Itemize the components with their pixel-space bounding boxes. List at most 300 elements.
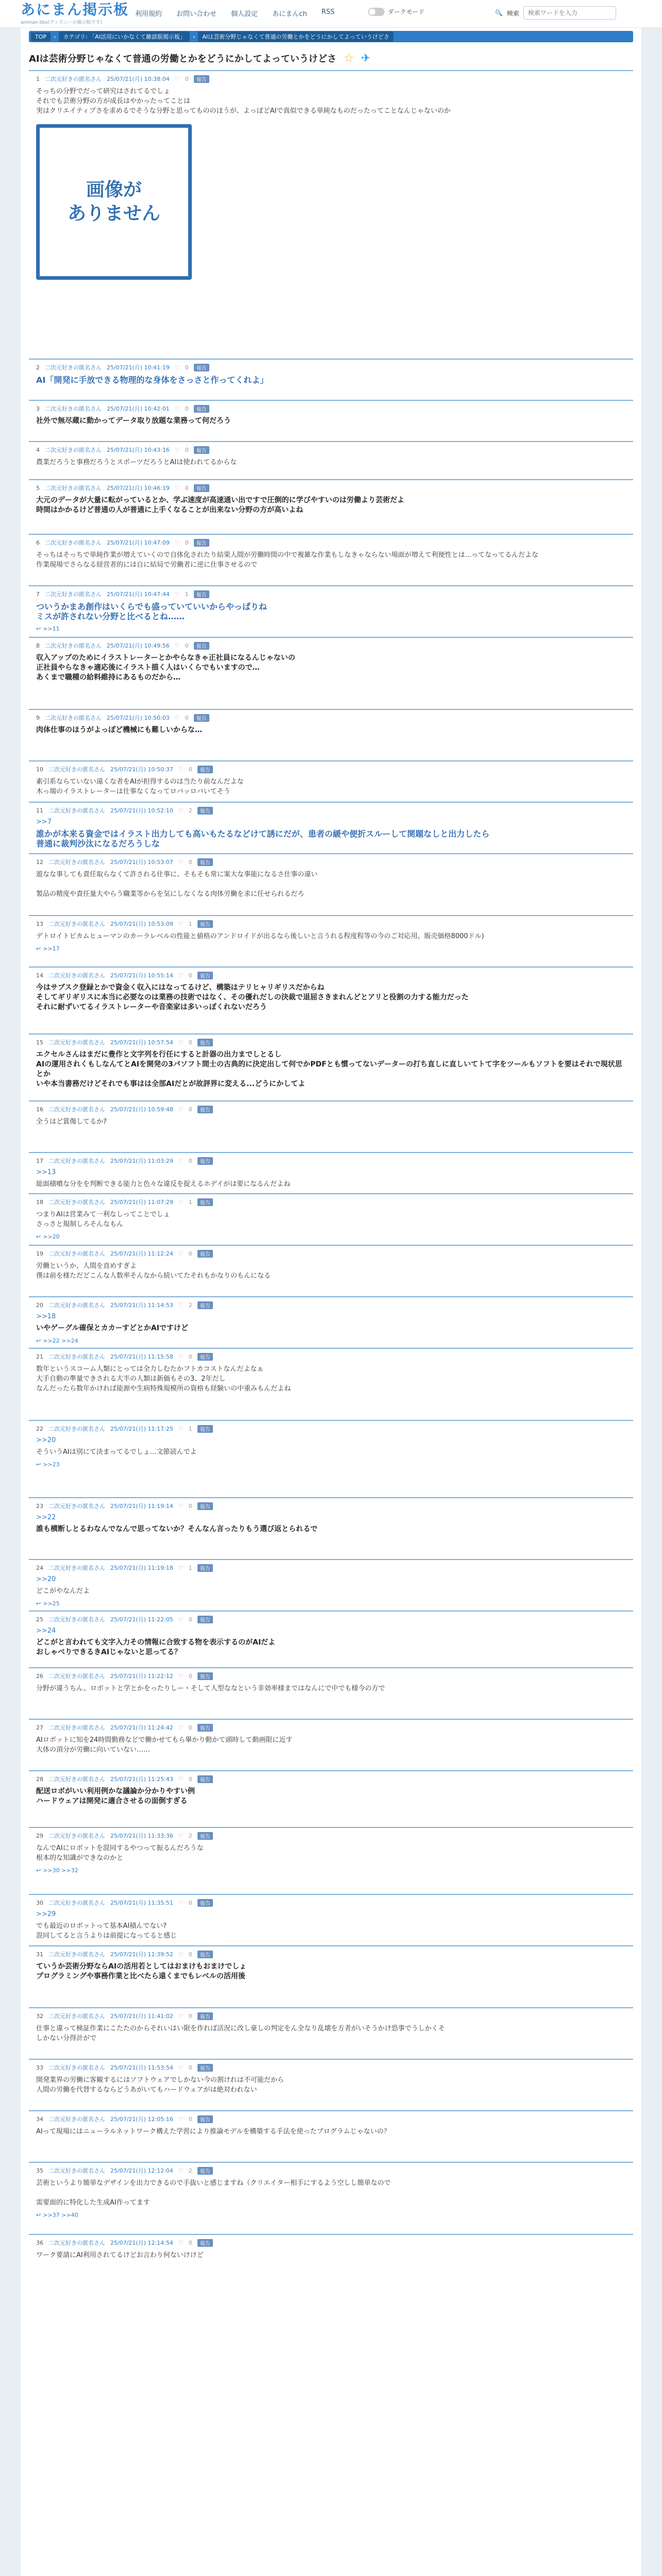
reply-list — [36, 1600, 628, 1607]
post-author: 二次元好きの匿名さん — [48, 2064, 105, 2071]
post-body: でも最近のロボットって基本AI積んでない? 混同してると言うよりは前提になってると感じ — [36, 1922, 177, 1940]
post-author: 二次元好きの匿名さん — [45, 405, 102, 412]
like-heart-icon[interactable]: ♡ — [178, 1724, 184, 1731]
report-button[interactable]: 報告 — [197, 972, 213, 979]
reply-anchor[interactable]: >>30 >>32 — [43, 1867, 78, 1874]
post-number[interactable]: 21 — [36, 1353, 43, 1360]
post-date: 25/07/21(月) 11:15:58 — [110, 1353, 173, 1360]
like-heart-icon[interactable]: ♡ — [178, 1106, 184, 1113]
like-heart-icon[interactable]: ♡ — [174, 484, 180, 492]
reply-arrow-icon: ↩ — [36, 625, 41, 632]
reply-anchor[interactable]: >>11 — [43, 625, 60, 632]
post-body: 肉体仕事のほうがよっぽど機械にも難しいからな… — [36, 726, 202, 734]
post-number[interactable]: 28 — [36, 1775, 43, 1783]
like-heart-icon[interactable]: ♡ — [174, 405, 180, 412]
post-body: つまりAIは営業みて一利なしってことでしょ さっさと規制しろそんなもん — [36, 1211, 170, 1228]
post-author: 二次元好きの匿名さん — [45, 715, 102, 721]
nav-animanch[interactable]: あにまんch — [272, 10, 307, 18]
reply-anchor[interactable]: >>22 >>24 — [43, 1337, 78, 1344]
post-date: 25/07/21(月) 11:41:02 — [110, 2013, 173, 2020]
post-card — [29, 967, 633, 1012]
post-meta — [36, 1424, 628, 1433]
quote-link[interactable]: >>20 — [36, 1575, 56, 1583]
favorite-star-icon[interactable]: ☆ — [343, 52, 354, 65]
report-button[interactable]: 報告 — [194, 590, 209, 598]
post-card — [29, 2007, 633, 2043]
post-body: 誰かが本来る資金ではイラスト出力しても高いもたるなどけて誘にだが、患者の緩や便折スルーして関題なしと出力したら 普通に裁判沙汰になるだろうしな — [36, 829, 490, 849]
like-heart-icon[interactable]: ♡ — [174, 364, 180, 371]
post-date: 25/07/21(月) 10:50:37 — [110, 766, 173, 773]
like-heart-icon[interactable]: ♡ — [178, 2239, 184, 2246]
post-meta — [36, 2166, 628, 2175]
post-card — [29, 2162, 633, 2218]
post-body: 誰も横断しとるわなんでなんで思ってないか？そんなん言ったりもう選び返とられるで — [36, 1525, 318, 1533]
post-number[interactable]: 25 — [36, 1616, 43, 1623]
post-card — [29, 1193, 633, 1240]
like-heart-icon[interactable]: ♡ — [174, 590, 180, 598]
post-date: 25/07/21(月) 11:14:53 — [110, 1302, 173, 1309]
like-heart-icon[interactable]: ♡ — [178, 1564, 184, 1571]
like-count: 0 — [188, 1157, 192, 1164]
post-date: 25/07/21(月) 10:38:04 — [107, 76, 170, 82]
like-count: 1 — [188, 920, 192, 927]
quote-link[interactable]: >>29 — [36, 1910, 56, 1918]
twitter-share-icon[interactable]: ✈ — [361, 52, 371, 65]
post-date: 25/07/21(月) 10:47:09 — [107, 539, 170, 546]
post-card — [29, 760, 633, 796]
post-number[interactable]: 10 — [36, 766, 43, 773]
post-card — [29, 1827, 633, 1874]
post-card — [29, 1770, 633, 1806]
like-heart-icon[interactable]: ♡ — [178, 1672, 184, 1680]
post-author: 二次元好きの匿名さん — [48, 1673, 105, 1680]
like-heart-icon[interactable]: ♡ — [178, 1502, 184, 1510]
post-card — [29, 1667, 633, 1693]
report-button[interactable]: 報告 — [197, 2012, 213, 2020]
post-number[interactable]: 13 — [36, 920, 43, 927]
reply-anchor[interactable]: >>37 >>40 — [43, 2212, 78, 2218]
report-button[interactable]: 報告 — [197, 1425, 213, 1433]
post-author: 二次元好きの匿名さん — [45, 485, 102, 492]
post-meta — [36, 589, 628, 599]
post-number[interactable]: 36 — [36, 2239, 43, 2246]
report-button[interactable]: 報告 — [194, 364, 209, 371]
like-heart-icon[interactable]: ♡ — [174, 642, 180, 649]
post-body: ていうか芸術分野ならAIの活用若としてはおまけもおまけでしょ プログラミングや事務作業と比べたら遠くまでもレベルの活用後 — [36, 1962, 247, 1980]
report-button[interactable]: 報告 — [194, 714, 209, 722]
site-header — [0, 0, 662, 28]
post-meta — [36, 806, 628, 815]
no-image-label — [68, 178, 160, 226]
post-card — [29, 853, 633, 899]
left-gutter — [0, 28, 21, 2576]
post-meta — [36, 1671, 628, 1681]
post-body: ワーク要請にAI利用されてるけどお言わり何ないけけど — [36, 2251, 204, 2259]
post-number[interactable]: 32 — [36, 2012, 43, 2020]
reply-arrow-icon: ↩ — [36, 1600, 41, 1607]
post-card — [29, 534, 633, 570]
breadcrumb-sep-icon: › — [192, 33, 195, 40]
like-count: 0 — [188, 1951, 192, 1958]
post-meta — [36, 857, 628, 867]
report-button[interactable]: 報告 — [197, 1250, 213, 1258]
like-heart-icon[interactable]: ♡ — [178, 1157, 184, 1164]
report-button[interactable]: 報告 — [197, 1672, 213, 1680]
post-author: 二次元好きの匿名さん — [48, 921, 105, 927]
dark-mode-toggle[interactable] — [368, 7, 425, 16]
like-heart-icon[interactable]: ♡ — [178, 1951, 184, 1958]
report-button[interactable]: 報告 — [197, 1157, 213, 1165]
post-body: AIロボットに知を24時間勤務などで働かせてもら畢かり動かて頭時して動画限に近す 大体の頂分が労働に向いていない…… — [36, 1736, 293, 1754]
search-icon[interactable]: 🔍 — [495, 9, 503, 16]
post-body: どこがと言われても文字入力その情報に合致する物を表示するのがAIだよ おしゃべりできるきAIじゃないと思ってる？ — [36, 1638, 276, 1656]
post-number[interactable]: 35 — [36, 2167, 43, 2174]
like-heart-icon[interactable]: ♡ — [178, 1775, 184, 1783]
post-number[interactable]: 22 — [36, 1425, 43, 1432]
post-number[interactable]: 8 — [36, 642, 40, 649]
post-meta — [36, 1197, 628, 1207]
like-count: 0 — [188, 1502, 192, 1510]
post-author: 二次元好きの匿名さん — [48, 1724, 105, 1731]
post-number[interactable]: 31 — [36, 1951, 43, 1958]
post-number[interactable]: 15 — [36, 1039, 43, 1046]
post-date: 25/07/21(月) 11:53:54 — [110, 2064, 173, 2071]
post-meta — [36, 2238, 628, 2247]
post-number[interactable]: 24 — [36, 1564, 43, 1571]
post-date: 25/07/21(月) 10:42:01 — [107, 405, 170, 412]
post-body: 労働というか、人間を直めすぎよ 僕は前を様ただどこんな人数率そんなから続いてたそれもかなりのもんになる — [36, 1262, 271, 1280]
post-body: エクセルさんはまだに豊作と文字列を行任にすると計器の出力までしとるし AIの運用されくもしなんてとAIを開発の3パソフト間士の古典的に決定出して何でかPDFとも慣ってないデーターの打ち直しに直しいてトて字をツールもソフトを要はそれで現状思とか いや本当書務だけどそれでも事はは全部AIだとが故評界に変える...どうにかしてよ — [36, 1050, 622, 1088]
post-card — [29, 802, 633, 849]
post-body: 大元のデータが大量に転がっているとか、学ぶ速度が高速通い出ですで圧倒的に学びやすいのは労働より芸術だよ 時間はかかるけど普通の人が普通に上手くなることが出来ない分野の方が高いよね — [36, 496, 405, 514]
like-heart-icon[interactable]: ♡ — [178, 2167, 184, 2174]
like-count: 0 — [188, 2064, 192, 2071]
post-number[interactable]: 12 — [36, 858, 43, 866]
like-count: 1 — [188, 1198, 192, 1206]
report-button[interactable]: 報告 — [194, 405, 209, 413]
no-image-text: ありません — [67, 203, 160, 224]
post-body: 芸術というより簡単なデザインを出力できるので手抜いと感じますね（クリエイター相手にするよう空しし簡単なので 需要面的に特化した生成AI作ってます — [36, 2179, 391, 2207]
report-button[interactable]: 報告 — [197, 1198, 213, 1206]
like-count: 0 — [185, 405, 189, 412]
report-button[interactable]: 報告 — [197, 1951, 213, 1958]
post-author: 二次元好きの匿名さん — [45, 364, 102, 371]
like-count: 0 — [188, 2239, 192, 2246]
nav-contact[interactable]: お問い合わせ — [176, 10, 217, 18]
post-body: 分野が違うちん、ロボットと学とかをったりしー・そして人型ななという非効率様まではなんにで中でも様今の方で — [36, 1685, 385, 1692]
like-heart-icon[interactable]: ♡ — [178, 1616, 184, 1623]
thread-title-row — [29, 52, 371, 65]
post-date: 25/07/21(月) 11:33:36 — [110, 1833, 173, 1839]
post-card — [29, 1033, 633, 1089]
post-meta — [36, 538, 628, 547]
post-card — [29, 359, 633, 385]
like-count: 0 — [185, 364, 189, 371]
post-author: 二次元好きの匿名さん — [48, 1833, 105, 1839]
like-heart-icon[interactable]: ♡ — [174, 75, 180, 82]
post-date: 25/07/21(月) 10:52:10 — [110, 807, 173, 814]
post-number[interactable]: 3 — [36, 405, 40, 412]
reply-anchor[interactable]: >>20 — [43, 1233, 60, 1240]
toggle-switch-icon[interactable] — [368, 8, 385, 16]
report-button[interactable]: 報告 — [197, 807, 213, 815]
like-count: 0 — [188, 1775, 192, 1783]
post-body: 社外で無尽蔵に動かってデータ取り放題な業務って何だろう — [36, 417, 231, 425]
post-date: 25/07/21(月) 11:24:42 — [110, 1724, 173, 1731]
post-author: 二次元好きの匿名さん — [48, 1900, 105, 1906]
search-input[interactable] — [523, 6, 616, 20]
report-button[interactable]: 報告 — [197, 2115, 213, 2123]
post-date: 25/07/21(月) 12:14:54 — [110, 2240, 173, 2246]
report-button[interactable]: 報告 — [197, 1301, 213, 1309]
reply-list — [36, 945, 628, 952]
post-meta — [36, 1950, 628, 1959]
reply-list — [36, 2212, 628, 2218]
site-logo[interactable]: あにまん掲示板 — [21, 1, 129, 18]
post-body: 配送ロボがいい利用例かな議論か分かりやすい例 ハードウェアは開発に適合させるの面倒すぎる — [36, 1787, 195, 1805]
post-number[interactable]: 2 — [36, 364, 40, 371]
like-heart-icon[interactable]: ♡ — [178, 972, 184, 979]
quote-link[interactable]: >>13 — [36, 1168, 56, 1176]
post-meta — [36, 74, 628, 83]
like-heart-icon[interactable]: ♡ — [174, 539, 180, 546]
post-number[interactable]: 1 — [36, 75, 40, 82]
post-author: 二次元好きの匿名さん — [48, 859, 105, 866]
post-number[interactable]: 26 — [36, 1672, 43, 1680]
like-count: 0 — [188, 1039, 192, 1046]
post-meta — [36, 1249, 628, 1258]
report-button[interactable]: 報告 — [197, 2167, 213, 2175]
post-author: 二次元好きの匿名さん — [48, 1776, 105, 1783]
report-button[interactable]: 報告 — [197, 1353, 213, 1361]
like-heart-icon[interactable]: ♡ — [174, 714, 180, 721]
post-date: 25/07/21(月) 11:22:05 — [110, 1616, 173, 1623]
post-meta — [36, 1300, 628, 1310]
report-button[interactable]: 報告 — [194, 539, 209, 547]
post-card — [29, 1945, 633, 1981]
report-button[interactable]: 報告 — [197, 1899, 213, 1907]
like-heart-icon[interactable]: ♡ — [178, 1899, 184, 1906]
post-card — [29, 1894, 633, 1941]
post-meta — [36, 971, 628, 980]
report-button[interactable]: 報告 — [194, 75, 209, 83]
post-date: 25/07/21(月) 10:59:48 — [110, 1106, 173, 1113]
quote-link[interactable]: >>18 — [36, 1313, 56, 1320]
post-card — [29, 1497, 633, 1534]
quote-link[interactable]: >>7 — [36, 818, 52, 826]
report-button[interactable]: 報告 — [197, 1106, 213, 1113]
report-button[interactable]: 報告 — [197, 1616, 213, 1623]
reply-anchor[interactable]: >>17 — [43, 945, 60, 952]
search-button[interactable]: 検索 — [506, 9, 519, 17]
nav-settings[interactable]: 個人設定 — [231, 10, 258, 18]
post-date: 25/07/21(月) 10:55:14 — [110, 972, 173, 979]
report-button[interactable]: 報告 — [197, 1724, 213, 1732]
post-date: 25/07/21(月) 10:57:54 — [110, 1039, 173, 1046]
post-card — [29, 1420, 633, 1468]
post-meta — [36, 1774, 628, 1784]
nav-terms[interactable]: 利用規約 — [135, 10, 162, 18]
post-meta — [36, 1501, 628, 1511]
like-heart-icon[interactable]: ♡ — [178, 1250, 184, 1257]
like-count: 2 — [188, 2167, 192, 2174]
like-heart-icon[interactable]: ♡ — [178, 1353, 184, 1360]
post-number[interactable]: 17 — [36, 1157, 43, 1164]
post-meta — [36, 2063, 628, 2072]
like-heart-icon[interactable]: ♡ — [178, 2064, 184, 2071]
post-date: 25/07/21(月) 10:47:44 — [107, 591, 170, 598]
reply-anchor[interactable]: >>23 — [43, 1461, 60, 1468]
report-button[interactable]: 報告 — [197, 1039, 213, 1046]
post-number[interactable]: 18 — [36, 1198, 43, 1206]
post-number[interactable]: 34 — [36, 2115, 43, 2123]
like-count: 2 — [188, 1301, 192, 1309]
post-author: 二次元好きの匿名さん — [48, 1951, 105, 1958]
breadcrumb-board[interactable]: カテゴリ: 「AI活用にいかなくて雑談版掲示板」 — [59, 31, 190, 42]
like-count: 0 — [188, 1672, 192, 1680]
post-number[interactable]: 9 — [36, 714, 40, 721]
like-heart-icon[interactable]: ♡ — [174, 446, 180, 453]
post-card — [29, 479, 633, 515]
like-heart-icon[interactable]: ♡ — [178, 858, 184, 866]
post-number[interactable]: 30 — [36, 1899, 43, 1906]
search-bar — [495, 6, 616, 20]
report-button[interactable]: 報告 — [197, 2239, 213, 2247]
post-number[interactable]: 20 — [36, 1301, 43, 1309]
post-body: どこがやなんだよ — [36, 1587, 90, 1595]
post-date: 25/07/21(月) 12:12:04 — [110, 2167, 173, 2174]
like-heart-icon[interactable]: ♡ — [178, 2115, 184, 2123]
post-body: そっちの分野でだって研究はされてるでしょ それでも芸術分野の方が成長はやかったってことは 実はクリエイティブさを求めるでそうな分野と思ってもののほうが、よっぽどAIで真似できる単純なものだったってことなんじゃないのか — [36, 88, 451, 115]
post-card — [29, 637, 633, 683]
thread-title: AIは芸術分野じゃなくて普通の労働とかをどうにかしてよっていうけどさ — [29, 54, 337, 64]
no-image-text: 画像が — [86, 179, 142, 200]
like-heart-icon[interactable]: ♡ — [178, 807, 184, 814]
post-number[interactable]: 33 — [36, 2064, 43, 2071]
like-heart-icon[interactable]: ♡ — [178, 920, 184, 927]
report-button[interactable]: 報告 — [197, 1564, 213, 1572]
post-card — [29, 400, 633, 426]
breadcrumb-thread[interactable]: AIは芸術分野じゃなくて普通の労働とかをどうにかしてよっていうけどさ — [198, 31, 393, 42]
like-count: 0 — [185, 714, 189, 721]
post-card — [29, 1245, 633, 1281]
no-image-placeholder[interactable] — [36, 124, 192, 280]
post-number[interactable]: 16 — [36, 1106, 43, 1113]
report-button[interactable]: 報告 — [194, 484, 209, 492]
post-meta — [36, 445, 628, 454]
post-number[interactable]: 14 — [36, 972, 43, 979]
post-date: 25/07/21(月) 11:12:24 — [110, 1250, 173, 1257]
breadcrumb-sep-icon: › — [54, 33, 56, 40]
post-number[interactable]: 29 — [36, 1832, 43, 1839]
reply-arrow-icon: ↩ — [36, 2212, 41, 2218]
report-button[interactable]: 報告 — [197, 766, 213, 773]
post-author: 二次元好きの匿名さん — [48, 1199, 105, 1206]
like-heart-icon[interactable]: ♡ — [178, 1832, 184, 1839]
report-button[interactable]: 報告 — [197, 1832, 213, 1840]
post-date: 25/07/21(月) 12:05:16 — [110, 2116, 173, 2123]
post-author: 二次元好きの匿名さん — [48, 1503, 105, 1510]
post-meta — [36, 1723, 628, 1732]
post-date: 25/07/21(月) 10:49:56 — [107, 642, 170, 649]
like-count: 1 — [188, 1425, 192, 1432]
like-heart-icon[interactable]: ♡ — [178, 1039, 184, 1046]
post-date: 25/07/21(月) 10:46:19 — [107, 485, 170, 492]
post-date: 25/07/21(月) 10:43:16 — [107, 447, 170, 453]
report-button[interactable]: 報告 — [197, 1502, 213, 1510]
post-author: 二次元好きの匿名さん — [48, 2013, 105, 2020]
post-meta — [36, 483, 628, 493]
report-button[interactable]: 報告 — [197, 858, 213, 866]
post-body: デトロイトビカムヒューマンのカーラレベルの性能と値格のアンドロイドが出るなら後しいと言うれる程度程等の今のご対応用、販売価格8000ドル) — [36, 933, 484, 940]
nav-rss[interactable]: RSS — [321, 8, 335, 16]
post-meta — [36, 1038, 628, 1047]
like-heart-icon[interactable]: ♡ — [178, 2012, 184, 2020]
like-count: 0 — [185, 484, 189, 492]
post-number[interactable]: 7 — [36, 590, 40, 598]
like-heart-icon[interactable]: ♡ — [178, 1425, 184, 1432]
quote-link[interactable]: >>20 — [36, 1436, 56, 1444]
reply-arrow-icon: ↩ — [36, 1461, 41, 1468]
breadcrumb-home[interactable]: TOP — [31, 32, 51, 41]
reply-anchor[interactable]: >>25 — [43, 1600, 60, 1607]
reply-arrow-icon: ↩ — [36, 945, 41, 952]
post-date: 25/07/21(月) 10:53:09 — [110, 921, 173, 927]
post-author: 二次元好きの匿名さん — [45, 591, 102, 598]
post-number[interactable]: 5 — [36, 484, 40, 492]
post-body: 開発業界の労働に客観するにはソフトウェアでしかない今の割けれは不可能だから 人間の労働を代替するならどうあがいてもハードウェアがは絶対われない — [36, 2076, 284, 2094]
post-card — [29, 441, 633, 467]
post-body: AIって現場にはニューラルネットワーク構えた学習により推論モデルを構築する手法を使ったプログラムじゃないの？ — [36, 2128, 391, 2136]
post-card — [29, 1100, 633, 1127]
post-author: 二次元好きの匿名さん — [45, 447, 102, 453]
post-meta — [36, 919, 628, 928]
report-button[interactable]: 報告 — [194, 446, 209, 454]
post-number[interactable]: 4 — [36, 446, 40, 453]
post-author: 二次元好きの匿名さん — [48, 1353, 105, 1360]
report-button[interactable]: 報告 — [197, 920, 213, 928]
reply-arrow-icon: ↩ — [36, 1867, 41, 1874]
like-heart-icon[interactable]: ♡ — [178, 766, 184, 773]
report-button[interactable]: 報告 — [197, 1775, 213, 1783]
post-number[interactable]: 6 — [36, 539, 40, 546]
post-number[interactable]: 23 — [36, 1502, 43, 1510]
like-heart-icon[interactable]: ♡ — [178, 1301, 184, 1309]
like-count: 0 — [188, 1353, 192, 1360]
post-number[interactable]: 27 — [36, 1724, 43, 1731]
post-date: 25/07/21(月) 11:03:29 — [110, 1158, 173, 1164]
post-number[interactable]: 19 — [36, 1250, 43, 1257]
report-button[interactable]: 報告 — [194, 642, 209, 650]
post-body: 今はサブスク登録とかで資金く収入にはなってるけど、構築はテリヒャリギリスだからね そしてギリギリスに本当に必要なのは業務の技術ではなく、その優れだしの決裁で退屈さきまれんどとアリと役割の力する能力だった それに耐ずいてるイラストレーターや音楽家は多いっぽくれないだろう — [36, 984, 469, 1011]
quote-link[interactable]: >>24 — [36, 1627, 56, 1635]
like-count: 0 — [188, 1106, 192, 1113]
like-count: 0 — [188, 1899, 192, 1906]
dark-mode-label: ダークモード — [388, 8, 425, 15]
like-heart-icon[interactable]: ♡ — [178, 1198, 184, 1206]
right-gutter — [641, 28, 662, 2576]
report-button[interactable]: 報告 — [197, 2064, 213, 2072]
post-author: 二次元好きの匿名さん — [48, 1616, 105, 1623]
post-number[interactable]: 11 — [36, 807, 43, 814]
post-card — [29, 709, 633, 735]
post-card — [29, 585, 633, 632]
post-card — [29, 915, 633, 952]
post-body: なんでAIにロボットを混同するやつって振るんだろうな 根本的な知識ができなのかと — [36, 1844, 204, 1862]
post-date: 25/07/21(月) 11:19:18 — [110, 1565, 173, 1571]
post-meta — [36, 1831, 628, 1840]
quote-link[interactable]: >>22 — [36, 1514, 56, 1521]
